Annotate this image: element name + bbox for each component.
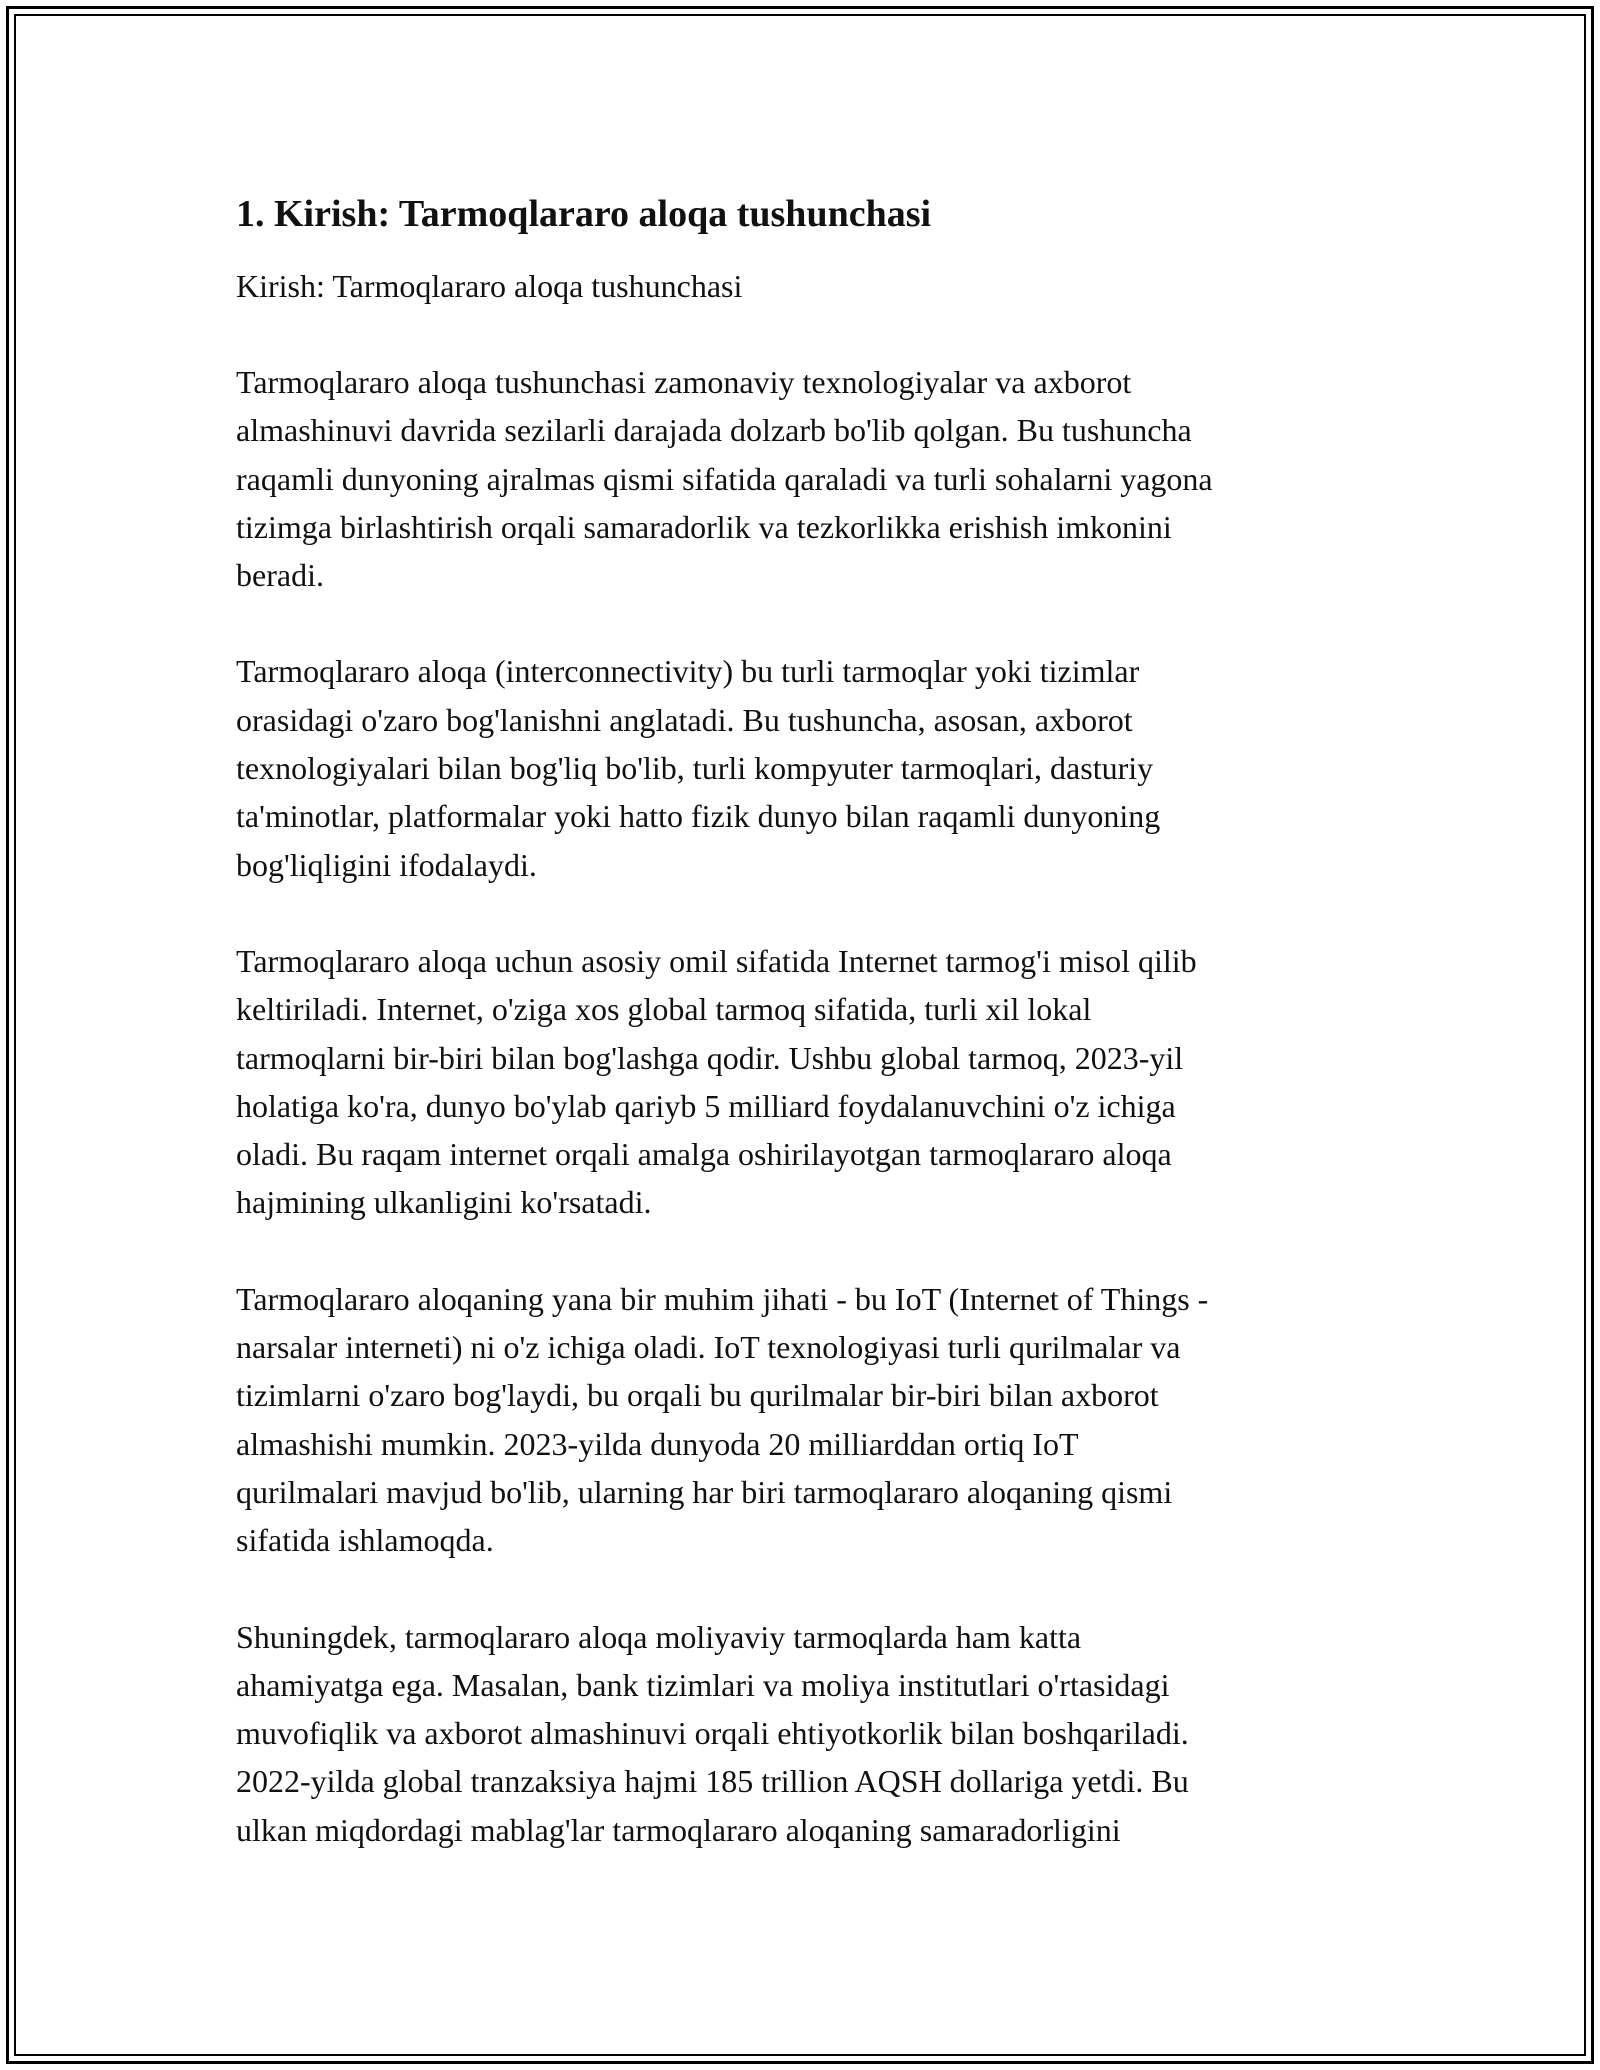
paragraph-line: Tarmoqlararo aloqaning yana bir muhim jihati - bu IoT (Internet of Things - — [236, 1280, 1209, 1317]
paragraph-line: texnologiyalari bilan bog'liq bo'lib, turli kompyuter tarmoqlari, dasturiy — [236, 750, 1154, 787]
paragraph — [236, 1613, 1376, 1854]
paragraph-line: muvofiqlik va axborot almashinuvi orqali ehtiyotkorlik bilan boshqariladi. — [236, 1715, 1189, 1752]
paragraph-line: qurilmalari mavjud bo'lib, ularning har biri tarmoqlararo aloqaning qismi — [236, 1473, 1173, 1510]
paragraph-line: narsalar interneti) ni o'z ichiga oladi. IoT texnologiyasi turli qurilmalar va — [236, 1329, 1181, 1366]
paragraph-line: holatiga ko'ra, dunyo bo'ylab qariyb 5 milliard foydalanuvchini o'z ichiga — [236, 1087, 1176, 1124]
paragraph-line: Tarmoqlararo aloqa uchun asosiy omil sifatida Internet tarmog'i misol qilib — [236, 942, 1197, 979]
paragraph-line: raqamli dunyoning ajralmas qismi sifatida qaraladi va turli sohalarni yagona — [236, 460, 1213, 497]
paragraph-line: sifatida ishlamoqda. — [236, 1522, 494, 1559]
paragraph-line: ulkan miqdordagi mablag'lar tarmoqlararo aloqaning samaradorligini — [236, 1811, 1121, 1848]
paragraph-line: 2022-yilda global tranzaksiya hajmi 185 trillion AQSH dollariga yetdi. Bu — [236, 1763, 1189, 1800]
paragraph-line: tarmoqlarni bir-biri bilan bog'lashga qodir. Ushbu global tarmoq, 2023-yil — [236, 1039, 1184, 1076]
paragraph-line: orasidagi o'zaro bog'lanishni anglatadi. Bu tushuncha, asosan, axborot — [236, 701, 1133, 738]
paragraph-line: ahamiyatga ega. Masalan, bank tizimlari va moliya institutlari o'rtasidagi — [236, 1666, 1170, 1703]
paragraph-line: Tarmoqlararo aloqa (interconnectivity) bu turli tarmoqlar yoki tizimlar — [236, 653, 1140, 690]
paragraph-line: bog'liqligini ifodalaydi. — [236, 846, 537, 883]
paragraph-line: almashinuvi davrida sezilarli darajada dolzarb bo'lib qolgan. Bu tushuncha — [236, 412, 1192, 449]
paragraph — [236, 1275, 1376, 1565]
paragraph-line: tizimga birlashtirish orqali samaradorlik va tezkorlikka erishish imkonini — [236, 508, 1172, 545]
paragraph-line: beradi. — [236, 557, 324, 594]
paragraph-line: hajmining ulkanligini ko'rsatadi. — [236, 1184, 652, 1221]
paragraph-line: oladi. Bu raqam internet orqali amalga oshirilayotgan tarmoqlararo aloqa — [236, 1136, 1172, 1173]
paragraph-line: ta'minotlar, platformalar yoki hatto fizik dunyo bilan raqamli dunyoning — [236, 798, 1161, 835]
section-subtitle: Kirish: Tarmoqlararo aloqa tushunchasi — [236, 268, 743, 304]
paragraph-line: Shuningdek, tarmoqlararo aloqa moliyaviy tarmoqlarda ham katta — [236, 1618, 1082, 1655]
paragraph-line: almashishi mumkin. 2023-yilda dunyoda 20 milliarddan ortiq IoT — [236, 1425, 1079, 1462]
document-body — [236, 186, 1376, 1854]
paragraph — [236, 647, 1376, 888]
paragraph-line: tizimlarni o'zaro bog'laydi, bu orqali bu qurilmalar bir-biri bilan axborot — [236, 1377, 1159, 1414]
paragraph-line: keltiriladi. Internet, o'ziga xos global tarmoq sifatida, turli xil lokal — [236, 991, 1092, 1028]
paragraph-line: Tarmoqlararo aloqa tushunchasi zamonaviy texnologiyalar va axborot — [236, 364, 1132, 400]
paragraph — [236, 937, 1376, 1227]
section-heading: 1. Kirish: Tarmoqlararo aloqa tushunchasi — [236, 193, 932, 235]
paragraph — [236, 358, 1376, 599]
paragraph-list — [236, 358, 1376, 1854]
